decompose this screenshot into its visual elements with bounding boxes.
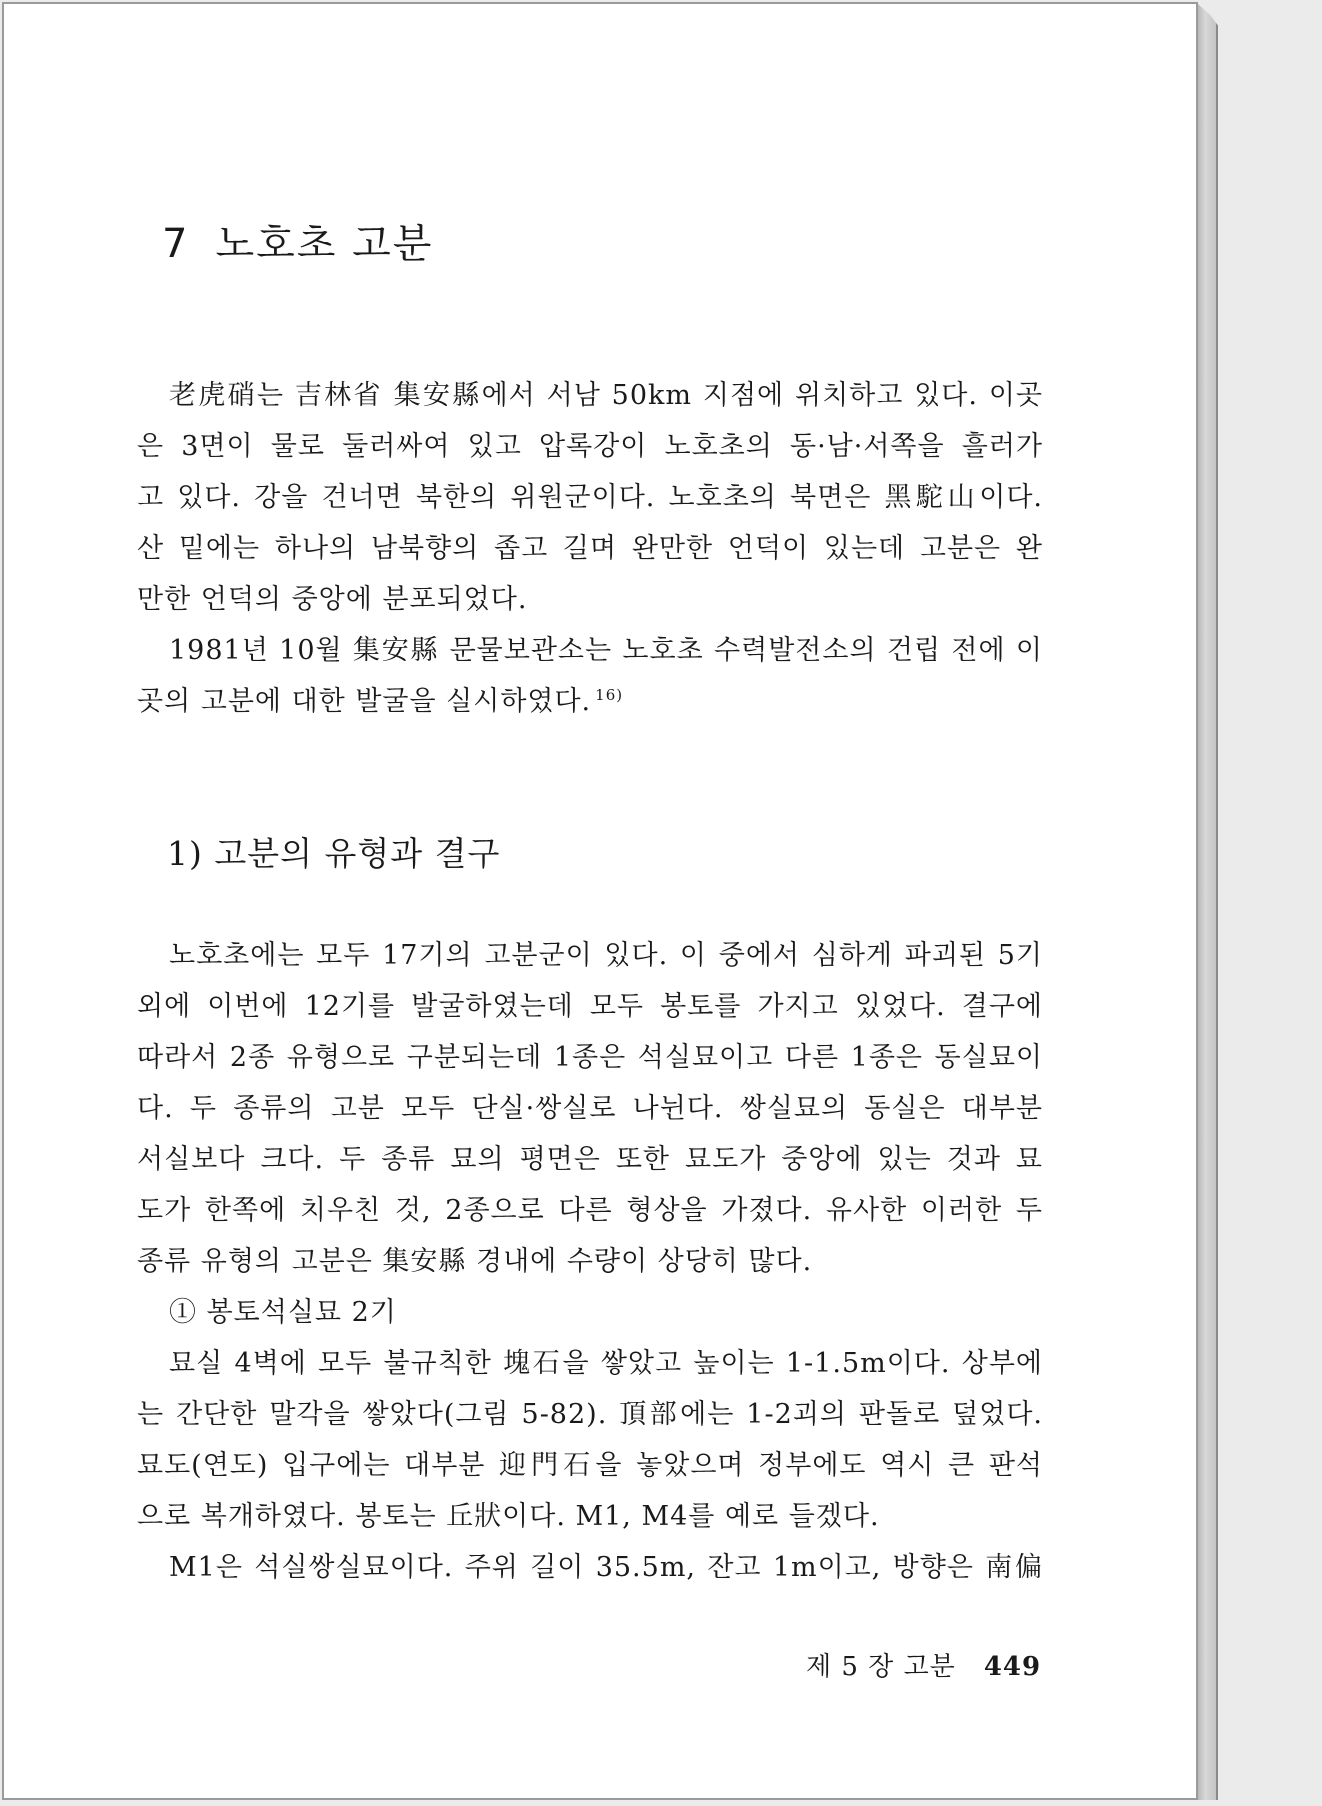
text-line: 산 밑에는 하나의 남북향의 좁고 길며 완만한 언덕이 있는데 고분은 완: [137, 533, 1043, 564]
chapter-number: 7: [162, 221, 190, 267]
text-line-with-footnote: [137, 676, 1043, 727]
text-line: 따라서 2종 유형으로 구분되는데 1종은 석실묘이고 다른 1종은 동실묘이: [137, 1042, 1043, 1073]
chapter-heading: [162, 212, 433, 269]
page-edge-shadow: [1198, 4, 1218, 1800]
text-line: 은 3면이 물로 둘러싸여 있고 압록강이 노호초의 동·남·서쪽을 흘러가: [137, 431, 1043, 462]
body-paragraphs: [137, 930, 1043, 1593]
running-head: 제 5 장 고분: [806, 1652, 956, 1682]
text-line: 는 간단한 말각을 쌓았다(그림 5-82). 頂部에는 1-2괴의 판돌로 덮었다.: [137, 1399, 1043, 1430]
text-line: 묘실 4벽에 모두 불규칙한 塊石을 쌓았고 높이는 1-1.5m이다. 상부에: [169, 1348, 1043, 1379]
text-line: 고 있다. 강을 건너면 북한의 위원군이다. 노호초의 북면은 黑駝山이다.: [137, 482, 1043, 513]
footnote-marker: 16): [595, 686, 624, 704]
text-line: 종류 유형의 고분은 集安縣 경내에 수량이 상당히 많다.: [137, 1246, 813, 1277]
text-line: 외에 이번에 12기를 발굴하였는데 모두 봉토를 가지고 있었다. 결구에: [137, 991, 1043, 1022]
text-line: 다. 두 종류의 고분 모두 단실·쌍실로 나뉜다. 쌍실묘의 동실은 대부분: [137, 1093, 1043, 1124]
chapter-title: 노호초 고분: [215, 221, 434, 267]
text-line: 서실보다 크다. 두 종류 묘의 평면은 또한 묘도가 중앙에 있는 것과 묘: [137, 1144, 1043, 1175]
text-line: 묘도(연도) 입구에는 대부분 迎門石을 놓았으며 정부에도 역시 큰 판석: [137, 1450, 1043, 1481]
text-line: 노호초에는 모두 17기의 고분군이 있다. 이 중에서 심하게 파괴된 5기: [169, 940, 1043, 971]
page-footer: [806, 1646, 1041, 1683]
page-number: 449: [983, 1652, 1042, 1682]
text-line: 1981년 10월 集安縣 문물보관소는 노호초 수력발전소의 건립 전에 이: [169, 635, 1043, 666]
subheading-line: ① 봉토석실묘 2기: [169, 1297, 397, 1328]
section-heading: 1) 고분의 유형과 결구: [167, 834, 501, 873]
text-line: 곳의 고분에 대한 발굴을 실시하였다.: [137, 686, 592, 717]
text-line: 만한 언덕의 중앙에 분포되었다.: [137, 584, 528, 615]
book-page: [2, 2, 1198, 1800]
intro-paragraphs: [137, 370, 1043, 727]
text-line: 으로 복개하였다. 봉토는 丘狀이다. M1, M4를 예로 들겠다.: [137, 1501, 880, 1532]
text-line: 도가 한쪽에 치우친 것, 2종으로 다른 형상을 가졌다. 유사한 이러한 두: [137, 1195, 1043, 1226]
text-line: M1은 석실쌍실묘이다. 주위 길이 35.5m, 잔고 1m이고, 방향은 南偏: [169, 1552, 1043, 1583]
text-line: 老虎硝는 吉林省 集安縣에서 서남 50km 지점에 위치하고 있다. 이곳: [169, 380, 1043, 411]
